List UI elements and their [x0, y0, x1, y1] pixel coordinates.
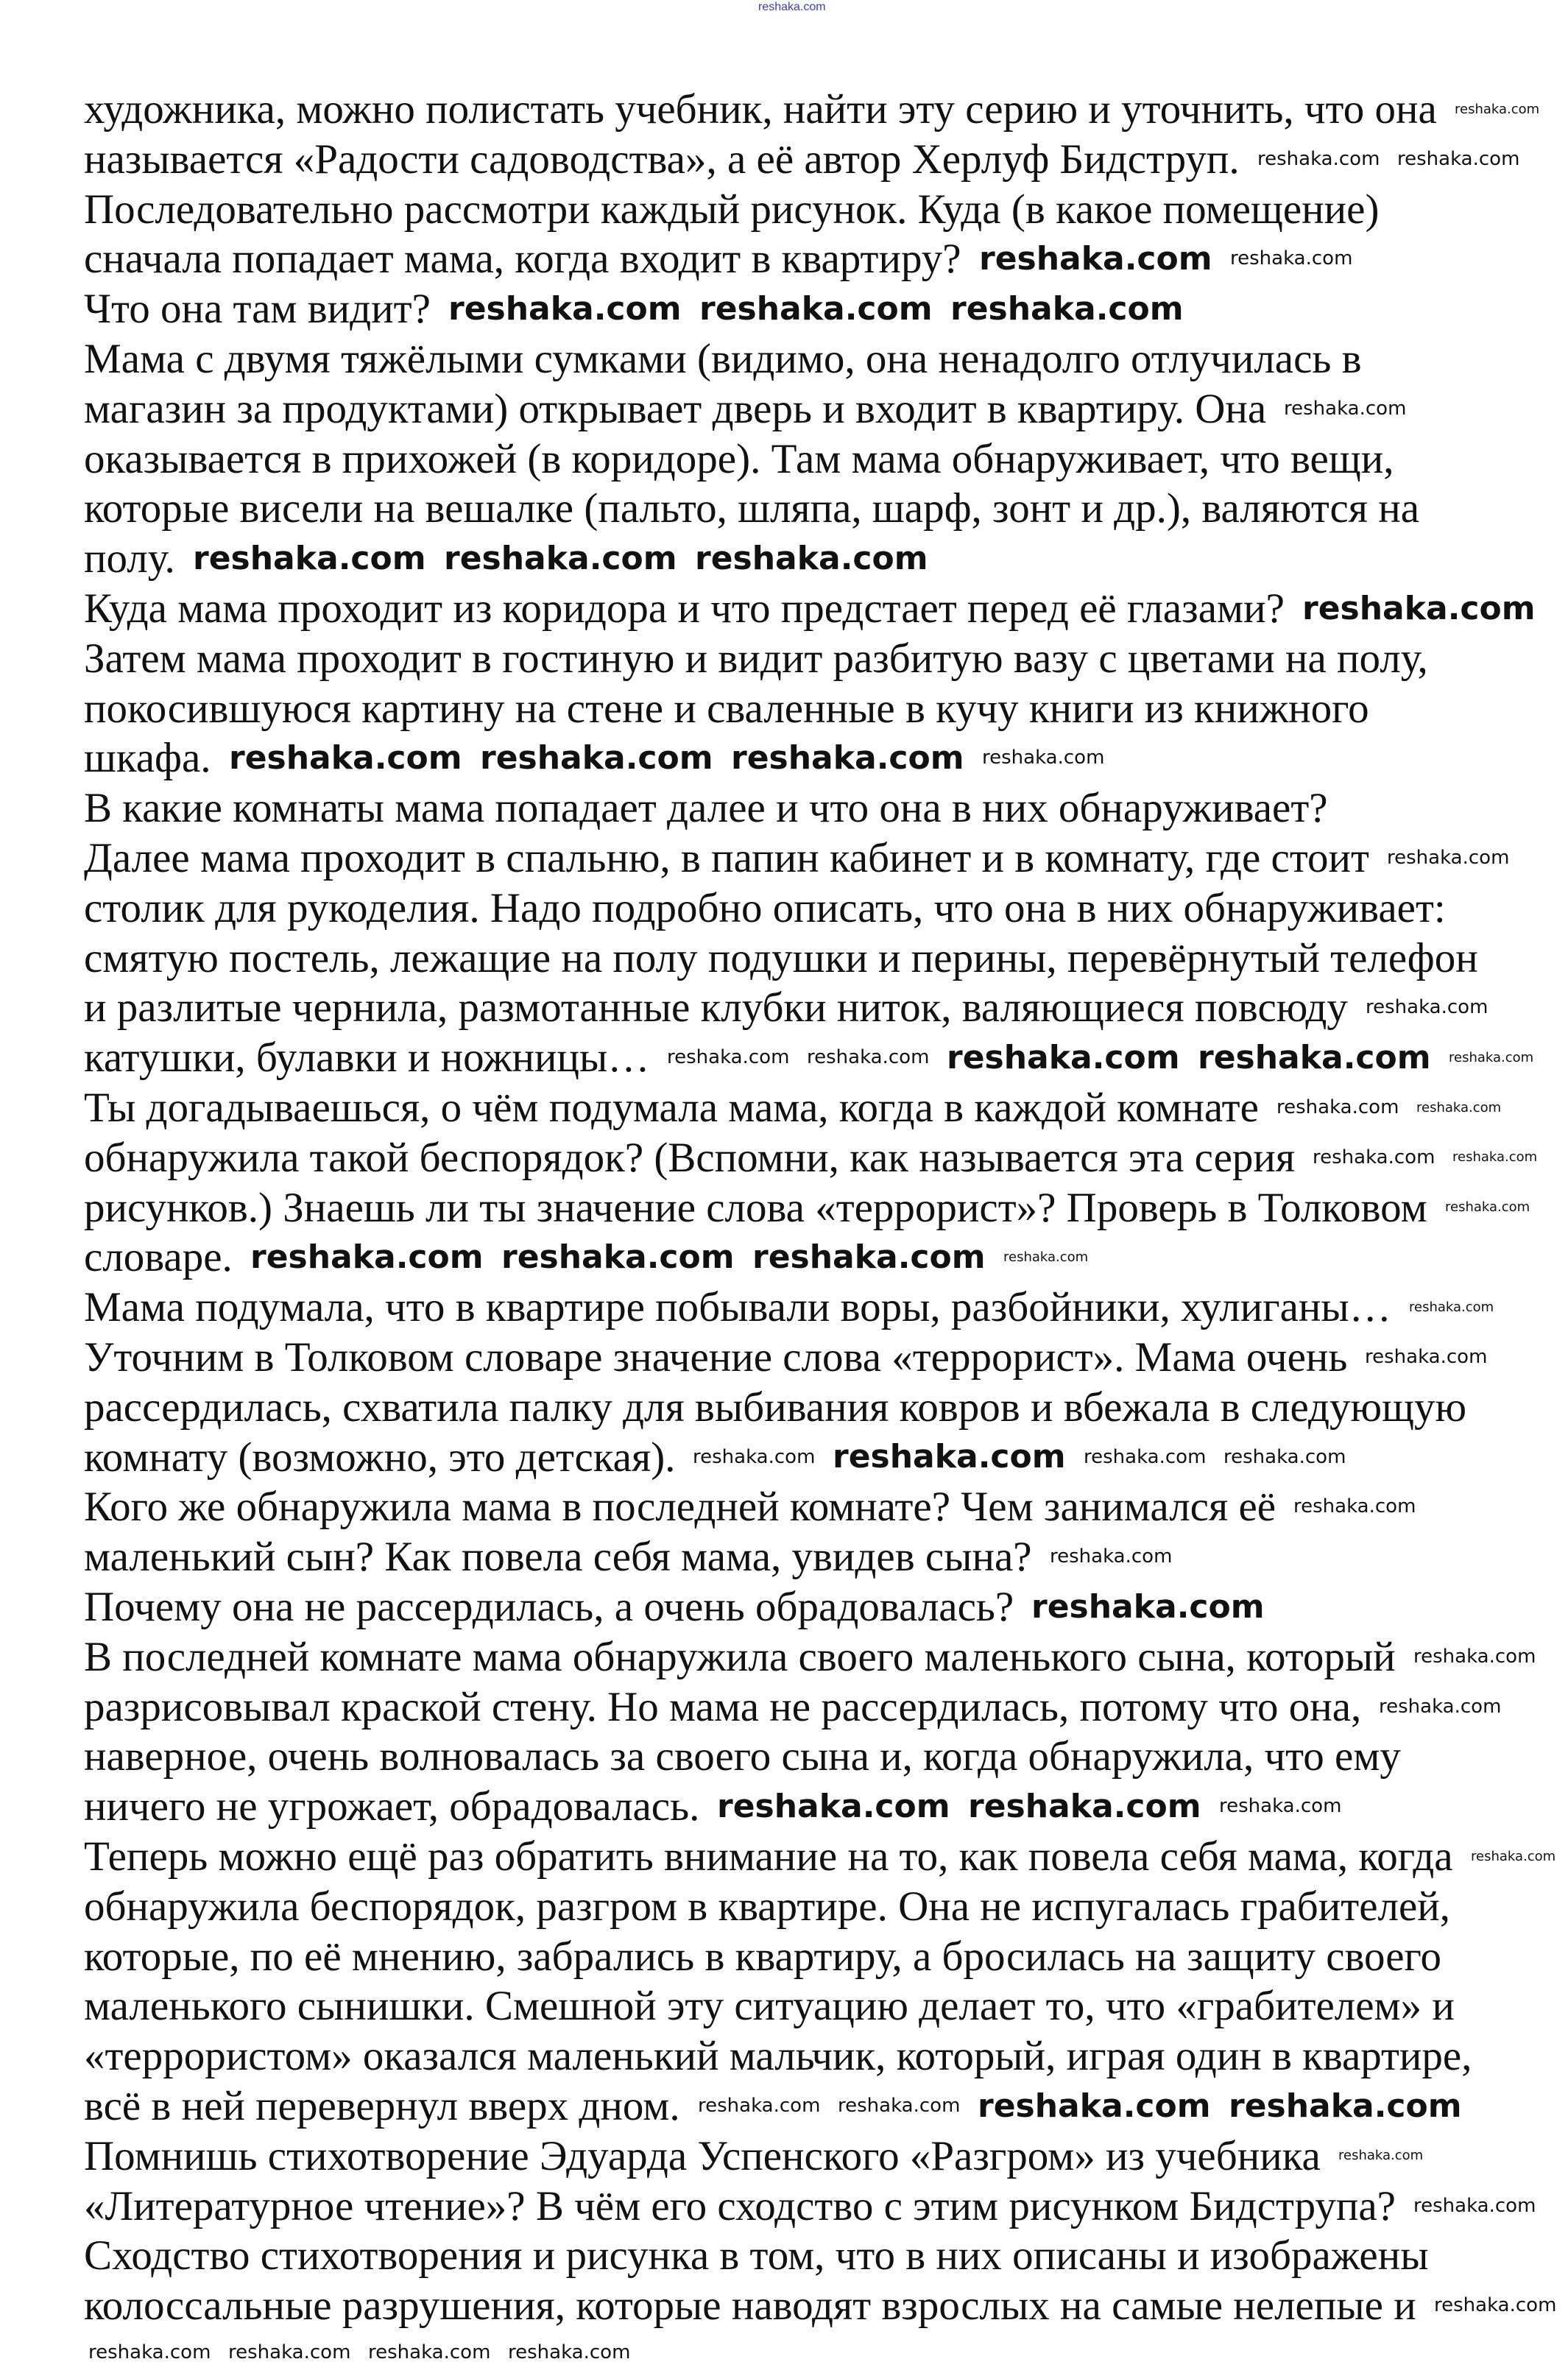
watermark: reshaka.com [1257, 147, 1380, 170]
watermark: reshaka.com [693, 1445, 816, 1468]
text-line: В какие комнаты мама попадает далее и что она в них обнаруживает? [84, 785, 1328, 832]
watermark: reshaka.com [1409, 1299, 1494, 1315]
text-line: обнаружила такой беспорядок? (Вспомни, как называется эта серия [84, 1134, 1296, 1181]
watermark: reshaka.com [250, 1238, 484, 1276]
watermark: reshaka.com [1031, 1587, 1265, 1626]
text-line: Почему она не рассердилась, а очень обрадовалась? [84, 1584, 1014, 1630]
watermark: reshaka.com [1452, 1149, 1538, 1166]
watermark: reshaka.com [968, 1787, 1201, 1825]
text-line: Кого же обнаружила мама в последней комнате? Чем занимался её [84, 1484, 1276, 1531]
watermark: reshaka.com [807, 1046, 930, 1069]
watermark: reshaka.com [1416, 1099, 1502, 1115]
text-line: и разлитые чернила, размотанные клубки ниток, валяющиеся повсюду [84, 984, 1348, 1032]
text-line: смятую постель, лежащие на полу подушки и перины, перевёрнутый телефон [84, 934, 1478, 981]
watermark: reshaka.com [508, 2341, 631, 2363]
text-line: художника, можно полистать учебник, найти эту серию и уточнить, что она [84, 86, 1437, 133]
watermark: reshaka.com [1338, 2148, 1424, 2164]
text-line: Мама с двумя тяжёлыми сумками (видимо, она ненадолго отлучилась в [84, 336, 1362, 382]
text-line: Помнишь стихотворение Эдуарда Успенского «Разгром» из учебника [84, 2132, 1321, 2179]
watermark: reshaka.com [695, 539, 928, 577]
watermark: reshaka.com [501, 1238, 735, 1276]
watermark: reshaka.com [1455, 101, 1540, 117]
text-line: комнату (возможно, это детская). [84, 1434, 676, 1481]
text-line: Теперь можно ещё раз обратить внимание на то, как повела себя мама, когда [84, 1833, 1453, 1880]
watermark: reshaka.com [1366, 996, 1488, 1019]
watermark: reshaka.com [229, 738, 462, 777]
text-line: Далее мама проходит в спальню, в папин кабинет и в комнату, где стоит [84, 835, 1369, 881]
text-line: разрисовывал краской стену. Но мама не рассердилась, потому что она, [84, 1683, 1362, 1730]
watermark: reshaka.com [1434, 2294, 1557, 2317]
text-line: столик для рукоделия. Надо подробно описать, что она в них обнаруживает: [84, 884, 1446, 931]
watermark: reshaka.com [480, 738, 713, 777]
watermark: reshaka.com [838, 2095, 961, 2117]
watermark: reshaka.com [982, 747, 1105, 769]
watermark: reshaka.com [448, 289, 682, 328]
watermark: reshaka.com [1413, 2194, 1536, 2217]
watermark: reshaka.com [368, 2341, 491, 2363]
watermark: reshaka.com [950, 289, 1184, 328]
watermark: reshaka.com [1449, 1049, 1534, 1065]
watermark: reshaka.com [1445, 1199, 1530, 1216]
watermark: reshaka.com [1219, 1795, 1342, 1818]
watermark: reshaka.com [1276, 1096, 1399, 1118]
text-line: всё в ней перевернул вверх дном. [84, 2083, 680, 2129]
text-line: катушки, булавки и ножницы… [84, 1034, 650, 1082]
watermark: reshaka.com [1084, 1445, 1207, 1468]
watermark: reshaka.com [1313, 1146, 1435, 1168]
text-line: Ты догадываешься, о чём подумала мама, когда в каждой комнате [84, 1085, 1259, 1131]
watermark: reshaka.com [1379, 1695, 1502, 1718]
watermark: reshaka.com [1397, 147, 1520, 170]
watermark: reshaka.com [752, 1238, 986, 1276]
text-line: рисунков.) Знаешь ли ты значение слова «террорист»? Проверь в Толковом [84, 1184, 1427, 1231]
watermark: reshaka.com [978, 2087, 1211, 2125]
watermark: reshaka.com [1230, 247, 1353, 270]
text-line: В последней комнате мама обнаружила своего маленького сына, который [84, 1633, 1396, 1680]
watermark: reshaka.com [88, 2341, 211, 2363]
watermark: reshaka.com [444, 539, 677, 577]
text-line: колоссальные разрушения, которые наводят взрослых на самые нелепые и [84, 2282, 1416, 2330]
watermark: reshaka.com [1471, 1848, 1556, 1864]
watermark: reshaka.com [1413, 1645, 1536, 1668]
watermark: reshaka.com [1293, 1495, 1416, 1518]
text-line: Уточним в Толковом словаре значение слова «террорист». Мама очень [84, 1334, 1348, 1381]
watermark: reshaka.com [1302, 589, 1536, 627]
watermark: reshaka.com [1387, 847, 1510, 869]
text-line: ничего не угрожает, обрадовалась. [84, 1783, 700, 1830]
watermark: reshaka.com [699, 289, 933, 328]
watermark: reshaka.com [1050, 1545, 1173, 1568]
text-line: Последовательно рассмотри каждый рисунок. Куда (в какое помещение) [84, 186, 1380, 233]
text-line: покосившуюся картину на стене и сваленные в кучу книги из книжного [84, 685, 1369, 732]
watermark: reshaka.com [1229, 2087, 1462, 2125]
text-line: полу. [84, 535, 175, 582]
text-line: «террористом» оказался маленький мальчик, который, играя один в квартире, [84, 2033, 1472, 2080]
watermark: reshaka.com [1003, 1249, 1089, 1265]
text-line: магазин за продуктами) открывает дверь и входит в квартиру. Она [84, 385, 1267, 432]
text-line: которые, по её мнению, забрались в квартиру, а бросилась на защиту своего [84, 1933, 1442, 1980]
text-line: оказывается в прихожей (в коридоре). Там мама обнаруживает, что вещи, [84, 435, 1394, 482]
text-line: наверное, очень волновалась за своего сына и, когда обнаружила, что ему [84, 1733, 1401, 1780]
watermark: reshaka.com [667, 1046, 790, 1069]
watermark: reshaka.com [1198, 1038, 1431, 1076]
text-line: Сходство стихотворения и рисунка в том, что в них описаны и изображены [84, 2232, 1429, 2279]
header-watermark: reshaka.com [758, 1, 826, 13]
text-line: рассердилась, схватила палку для выбивания ковров и вбежала в следующую [84, 1383, 1467, 1431]
text-line: «Литературное чтение»? В чём его сходство с этим рисунком Бидструпа? [84, 2182, 1396, 2229]
text-line: Мама подумала, что в квартире побывали воры, разбойники, хулиганы… [84, 1284, 1391, 1331]
watermark: reshaka.com [979, 239, 1212, 278]
watermark: reshaka.com [947, 1038, 1180, 1076]
watermark: reshaka.com [1284, 397, 1407, 420]
text-line: Что она там видит? [84, 286, 431, 333]
text-line: которые висели на вешалке (пальто, шляпа, шарф, зонт и др.), валяются на [84, 485, 1420, 532]
text-line: Куда мама проходит из коридора и что предстает перед её глазами? [84, 585, 1285, 632]
watermark: reshaka.com [731, 738, 964, 777]
watermark: reshaka.com [717, 1787, 950, 1825]
text-line: называется «Радости садоводства», а её автор Херлуф Бидструп. [84, 135, 1240, 183]
text-line: маленького сынишки. Смешной эту ситуацию делает то, что «грабителем» и [84, 1983, 1455, 2030]
text-line: словаре. [84, 1234, 233, 1281]
watermark: reshaka.com [228, 2341, 351, 2363]
text-line: сначала попадает мама, когда входит в квартиру? [84, 236, 961, 283]
watermark: reshaka.com [1223, 1445, 1346, 1468]
text-line: маленький сын? Как повела себя мама, увидев сына? [84, 1534, 1032, 1581]
watermark: reshaka.com [698, 2095, 821, 2117]
text-line: обнаружила беспорядок, разгром в квартире. Она не испугалась грабителей, [84, 1883, 1451, 1930]
text-line: Затем мама проходит в гостиную и видит разбитую вазу с цветами на полу, [84, 635, 1428, 682]
text-line: шкафа. [84, 735, 211, 782]
watermark: reshaka.com [833, 1438, 1066, 1476]
watermark: reshaka.com [193, 539, 426, 577]
watermark: reshaka.com [1365, 1346, 1488, 1368]
